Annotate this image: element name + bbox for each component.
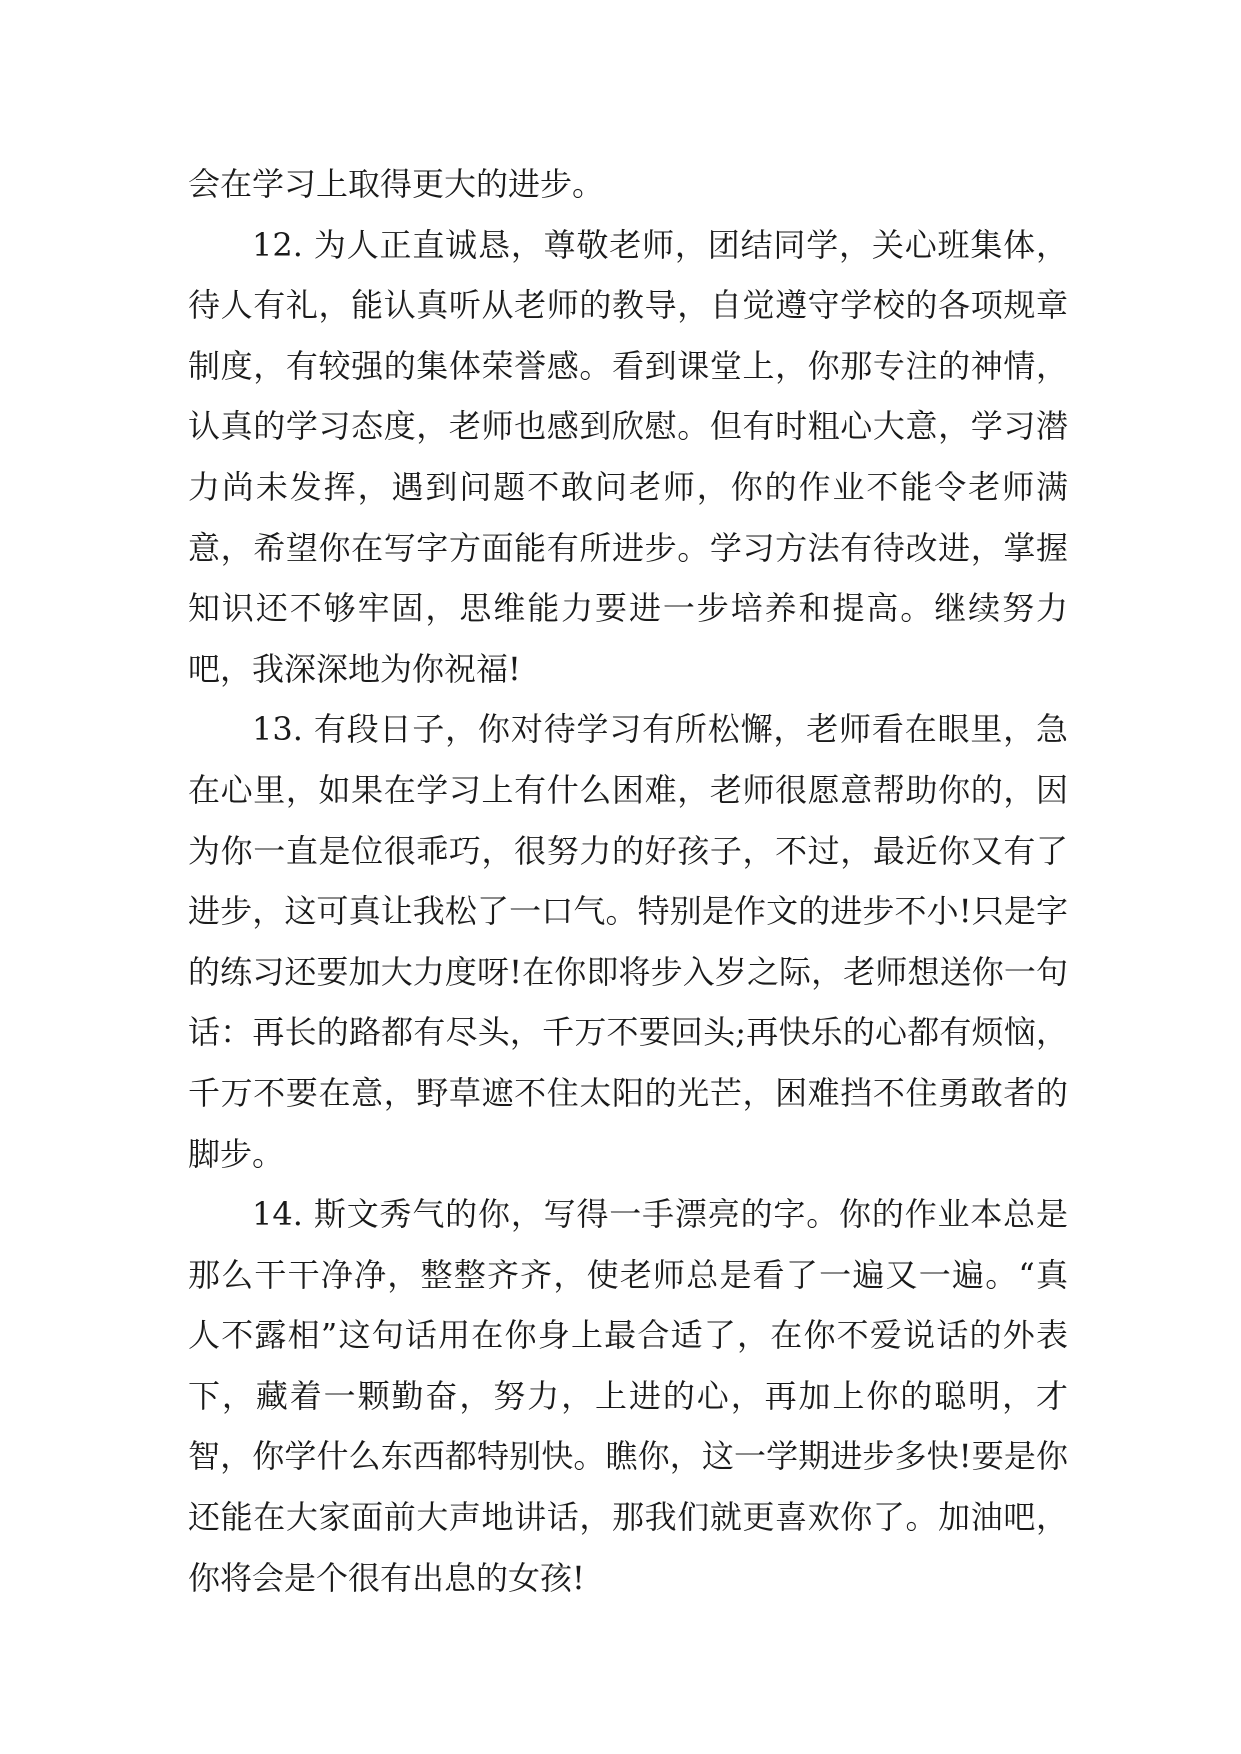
paragraph-comment-14: 14. 斯文秀气的你，写得一手漂亮的字。你的作业本总是那么干干净净，整整齐齐，使老师总是看了一遍又一遍。“真人不露相”这句话用在你身上最合适了，在你不爱说话的外表下，藏着一颗勤奋，努力，上进的心，再加上你的聪明，才智，你学什么东西都特别快。瞧你，这一学期进步多快!要是你还能在大家面前大声地讲话，那我们就更喜欢你了。加油吧，你将会是个很有出息的女孩! (188, 1195, 1068, 1597)
paragraph-comment-13: 13. 有段日子，你对待学习有所松懈，老师看在眼里，急在心里，如果在学习上有什么困难，老师很愿意帮助你的，因为你一直是位很乖巧，很努力的好孩子，不过，最近你又有了进步，这可真让我松了一口气。特别是作文的进步不小!只是字的练习还要加大力度呀!在你即将步入岁之际，老师想送你一句话：再长的路都有尽头，千万不要回头;再快乐的心都有烦恼，千万不要在意，野草遮不住太阳的光芒，困难挡不住勇敢者的脚步。 (188, 710, 1068, 1173)
paragraph-comment-12: 12. 为人正直诚恳，尊敬老师，团结同学，关心班集体，待人有礼，能认真听从老师的教导，自觉遵守学校的各项规章制度，有较强的集体荣誉感。看到课堂上，你那专注的神情，认真的学习态度，老师也感到欣慰。但有时粗心大意，学习潜力尚未发挥，遇到问题不敢问老师，你的作业不能令老师满意，希望你在写字方面能有所进步。学习方法有待改进，掌握知识还不够牢固，思维能力要进一步培养和提高。继续努力吧，我深深地为你祝福! (188, 225, 1068, 688)
document-page (188, 154, 1068, 1608)
paragraph-continuation: 会在学习上取得更大的进步。 (188, 165, 605, 203)
